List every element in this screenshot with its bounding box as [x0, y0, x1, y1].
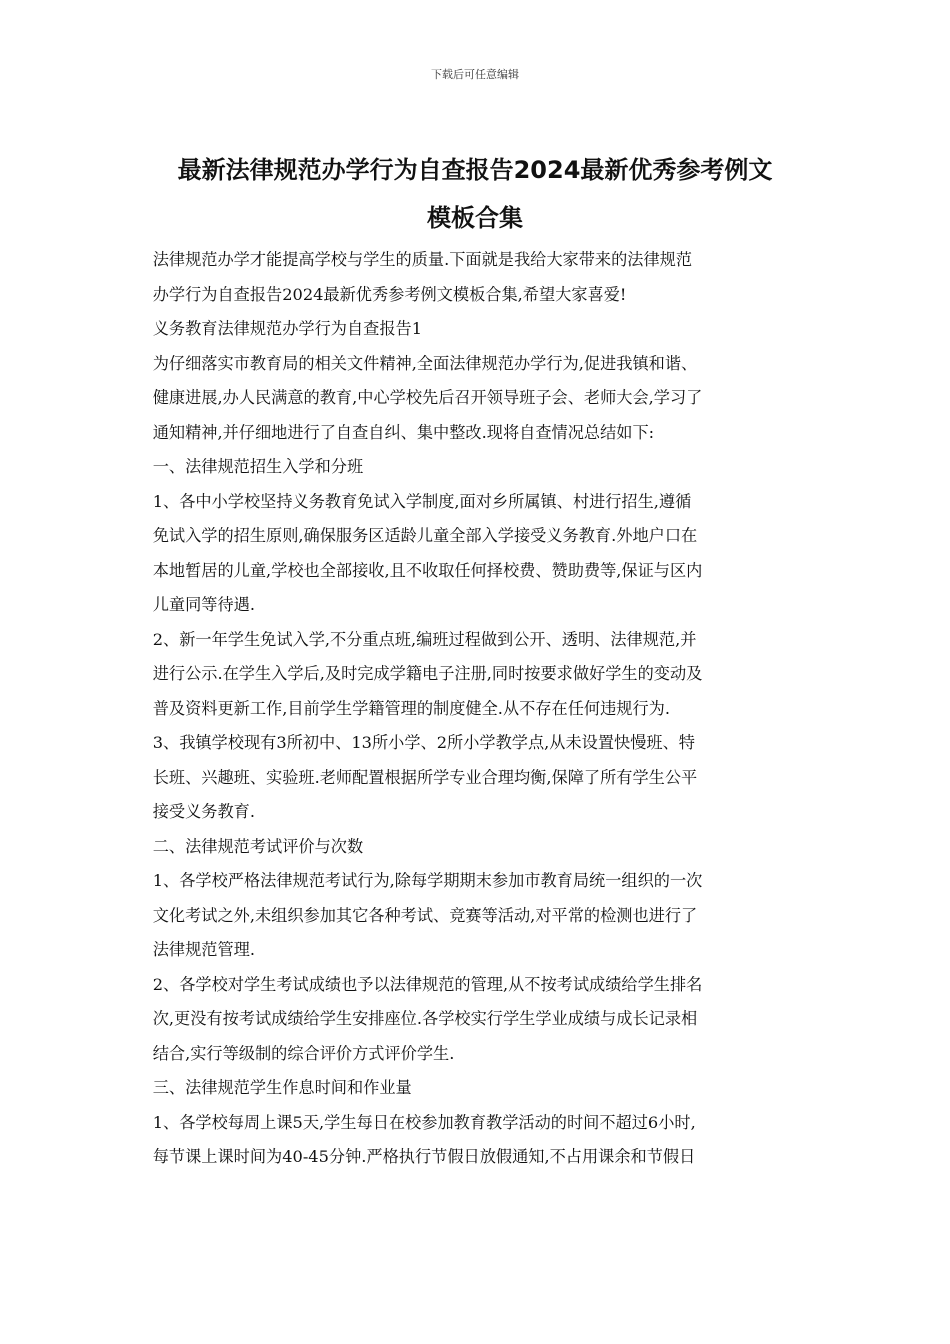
body-line: 儿童同等待遇. — [152, 595, 255, 614]
body-line: 义务教育法律规范办学行为自查报告1 — [152, 319, 423, 338]
body-line: 次,更没有按考试成绩给学生安排座位.各学校实行学生学业成绩与成长记录相 — [152, 1009, 698, 1028]
section-heading: 三、法律规范学生作息时间和作业量 — [152, 1078, 412, 1097]
body-line: 健康进展,办人民满意的教育,中心学校先后召开领导班子会、老师大会,学习了 — [152, 388, 703, 407]
section-heading: 二、法律规范考试评价与次数 — [152, 836, 364, 856]
body-line: 结合,实行等级制的综合评价方式评价学生. — [152, 1043, 455, 1063]
title-line: 模板合集 — [427, 204, 523, 232]
body-line: 法律规范办学才能提高学校与学生的质量.下面就是我给大家带来的法律规范 — [152, 250, 693, 269]
body-line: 1、各学校每周上课5天,学生每日在校参加教育教学活动的时间不超过6小时, — [152, 1112, 696, 1132]
body-line: 进行公示.在学生入学后,及时完成学籍电子注册,同时按要求做好学生的变动及 — [152, 664, 703, 683]
body-line: 办学行为自查报告2024最新优秀参考例文模板合集,希望大家喜爱! — [152, 284, 627, 304]
body-line: 2、新一年学生免试入学,不分重点班,编班过程做到公开、透明、法律规范,并 — [152, 629, 697, 649]
body-line: 1、各学校严格法律规范考试行为,除每学期期末参加市教育局统一组织的一次 — [152, 871, 703, 890]
title-line: 最新法律规范办学行为自查报告2024最新优秀参考例文 — [177, 156, 773, 184]
document-title — [140, 146, 810, 242]
body-line: 2、各学校对学生考试成绩也予以法律规范的管理,从不按考试成绩给学生排名 — [152, 974, 703, 994]
body-line: 本地暂居的儿童,学校也全部接收,且不收取任何择校费、赞助费等,保证与区内 — [152, 560, 703, 580]
body-line: 免试入学的招生原则,确保服务区适龄儿童全部入学接受义务教育.外地户口在 — [152, 526, 698, 545]
body-line: 通知精神,并仔细地进行了自查自纠、集中整改.现将自查情况总结如下: — [152, 422, 655, 442]
body-line: 长班、兴趣班、实验班.老师配置根据所学专业合理均衡,保障了所有学生公平 — [152, 767, 698, 787]
body-line: 法律规范管理. — [152, 940, 255, 959]
body-line: 普及资料更新工作,目前学生学籍管理的制度健全.从不存在任何违规行为. — [152, 698, 670, 718]
header-note: 下载后可任意编辑 — [431, 68, 519, 81]
body-line: 每节课上课时间为40-45分钟.严格执行节假日放假通知,不占用课余和节假日 — [152, 1147, 696, 1166]
body-line: 3、我镇学校现有3所初中、13所小学、2所小学教学点,从未设置快慢班、特 — [152, 733, 695, 752]
body-line: 文化考试之外,未组织参加其它各种考试、竞赛等活动,对平常的检测也进行了 — [152, 905, 698, 925]
body-line: 为仔细落实市教育局的相关文件精神,全面法律规范办学行为,促进我镇和谐、 — [152, 353, 698, 373]
document-body — [143, 243, 811, 1175]
section-heading: 一、法律规范招生入学和分班 — [152, 457, 364, 476]
body-line: 1、各中小学校坚持义务教育免试入学制度,面对乡所属镇、村进行招生,遵循 — [152, 491, 692, 511]
body-line: 接受义务教育. — [152, 802, 255, 821]
